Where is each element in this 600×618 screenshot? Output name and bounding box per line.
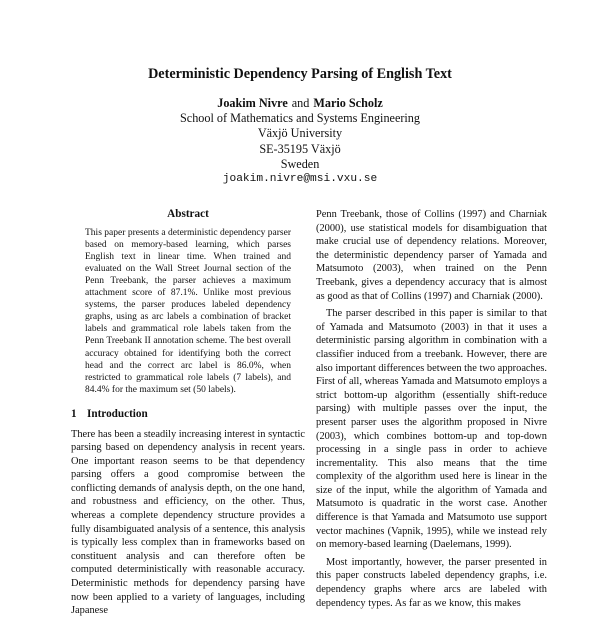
- body-paragraph-1: Penn Treebank, those of Collins (1997) and Charniak (2000), use statistical models for disambiguation that make crucial use of dependency relations. Moreover, the deterministic dependency parser of Yamada and Matsumoto (2003), when trained on the Penn Treebank, gives a dependency accuracy that is almost as good as that of Collins (1997) and Charniak (2000).: [316, 209, 547, 302]
- author-name-2: Mario Scholz: [313, 96, 383, 110]
- introduction-paragraph: There has been a steadily increasing interest in syntactic parsing based on dependency analysis in recent years. One important reason seems to be that dependency parsing offers a good compromise between the conflicting demands of analysis depth, on the one hand, and robustness and efficiency, on the other. Thus, whereas a complete dependency structure provides a fully disambiguated analysis of a sentence, this analysis is typically less complex than in frameworks based on constituent analysis and can therefore often be computed deterministically with reasonable accuracy. Deterministic methods for dependency parsing have now been applied to a variety of languages, including Japanese: [71, 428, 305, 617]
- body-paragraph-3: Most importantly, however, the parser presented in this paper constructs labeled dependency graphs, i.e. dependency graphs where arcs are labeled with dependency types. As far as we know, this makes: [316, 556, 547, 609]
- section-number: 1: [71, 407, 77, 420]
- author-block: [0, 96, 600, 187]
- section-title: Introduction: [87, 407, 148, 420]
- section-heading-introduction: [71, 408, 305, 422]
- abstract-heading: Abstract: [167, 208, 209, 220]
- paper-title: Deterministic Dependency Parsing of English Text: [148, 66, 452, 82]
- author-names: [0, 96, 600, 111]
- abstract-text: This paper presents a deterministic dependency parser based on memory-based learning, which parses English text in linear time. When trained and evaluated on the Wall Street Journal section of the Penn Treebank, the parser achieves a maximum attachment score of 87.1%. Unlike most previous systems, the parser produces labeled dependency graphs, using as arc labels a combination of bracket labels and grammatical role labels taken from the Penn Treebank II annotation scheme. The best overall accuracy obtained for identifying both the correct head and the correct arc label is 86.0%, when restricted to grammatical role labels (7 labels), and 84.4% for the maximum set (50 labels).: [85, 227, 291, 395]
- left-column: [71, 208, 305, 618]
- author-country: Sweden: [280, 156, 320, 171]
- author-conjunction: and: [291, 96, 310, 110]
- author-name-1: Joakim Nivre: [217, 96, 288, 110]
- author-affiliation: School of Mathematics and Systems Engineering: [180, 111, 420, 126]
- right-column: [316, 208, 547, 610]
- author-university: Växjö University: [257, 126, 343, 141]
- body-paragraph-2: The parser described in this paper is similar to that of Yamada and Matsumoto (2003) in that it uses a deterministic parsing algorithm in combination with a classifier induced from a treebank. However, there are also important differences between the two approaches. First of all, whereas Yamada and Matsumoto employs a strict bottom-up algorithm (essentially shift-reduce parsing) with multiple passes over the input, the present parser uses the algorithm proposed in Nivre (2003), which combines bottom-up and top-down processing in a single pass in order to achieve incrementality. This also means that the time complexity of the algorithm used here is linear in the size of the input, while the algorithm of Yamada and Matsumoto is quadratic in the worst case. Another difference is that Yamada and Matsumoto use support vector machines (Vapnik, 1995), while we instead rely on memory-based learning (Daelemans, 1999).: [316, 308, 547, 551]
- author-email: joakim.nivre@msi.vxu.se: [222, 173, 378, 186]
- author-postcode: SE-35195 Växjö: [259, 141, 341, 156]
